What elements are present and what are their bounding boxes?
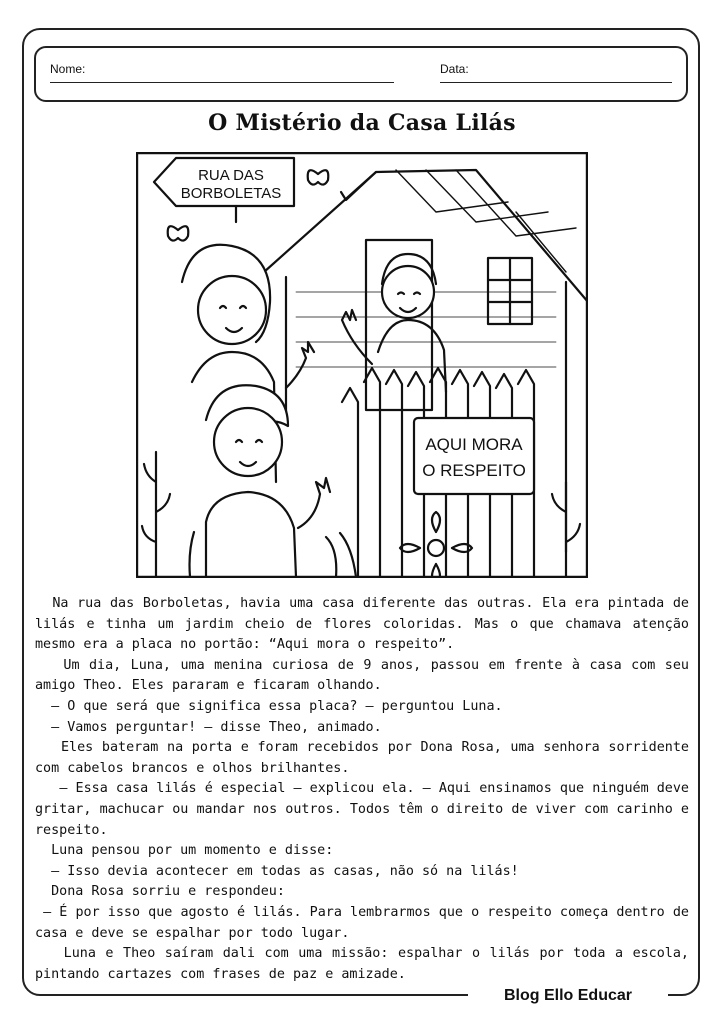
left-plant [142, 452, 170, 577]
house-walls [286, 277, 566, 552]
grass-leaves [326, 533, 356, 577]
boy-backpack [190, 532, 195, 577]
roof-edge [341, 172, 376, 200]
story-paragraph: Um dia, Luna, uma menina curiosa de 9 anos, passou em frente à casa com seu amigo Theo. Eles pararam e ficaram olhando. [35, 657, 689, 694]
street-sign-line-2: BORBOLETAS [180, 185, 282, 202]
story-paragraph: Dona Rosa sorriu e respondeu: [35, 884, 285, 900]
right-plant [552, 482, 580, 577]
butterfly-2 [168, 226, 189, 240]
name-label: Nome: [50, 62, 86, 76]
story-text [35, 594, 689, 985]
grandma-head [382, 266, 434, 318]
story-paragraph: Na rua das Borboletas, havia uma casa diferente das outras. Ela era pintada de lilás e tinha um jardim cheio de flores coloridas. Mas o que chamava atenção mesmo era a placa no portão: “Aqui mora o respeito”. [35, 596, 689, 653]
grandma-waving-hand [342, 310, 372, 364]
name-line[interactable] [50, 82, 394, 83]
story-paragraph: Luna e Theo saíram dali com uma missão: espalhar o lilás por toda a escola, pintando cartazes com frases de paz e amizade. [35, 946, 689, 982]
header-box [34, 46, 688, 102]
page-title: O Mistério da Casa Lilás [208, 110, 516, 136]
story-paragraph: — Isso devia acontecer em todas as casas, não só na lilás! [35, 863, 519, 879]
story-paragraph: — O que será que significa essa placa? — perguntou Luna. [35, 698, 503, 714]
girl-head [198, 276, 266, 344]
story-illustration [136, 152, 588, 578]
boy-waving-hand [298, 478, 330, 528]
street-sign-line-1: RUA DAS [198, 167, 264, 184]
story-paragraph: — Essa casa lilás é especial — explicou ela. — Aqui ensinamos que ninguém deve gritar, machucar ou mandar nos outros. Todos têm o direito de viver com carinho e respeito. [35, 781, 689, 838]
boy-body [206, 492, 296, 577]
gate-sign-board [414, 418, 534, 494]
story-paragraph: — Vamos perguntar! — disse Theo, animado. [35, 719, 382, 735]
story-paragraph: Luna pensou por um momento e disse: [35, 843, 334, 859]
story-paragraph: — É por isso que agosto é lilás. Para lembrarmos que o respeito começa dentro de casa e deve se espalhar por todo lugar. [35, 904, 689, 941]
footer-credit: Blog Ello Educar [468, 985, 668, 1007]
girl-waving-hand [286, 342, 314, 388]
story-paragraph: Eles bateram na porta e foram recebidos por Dona Rosa, uma senhora sorridente com cabelos brancos e olhos brilhantes. [35, 740, 689, 776]
butterfly-1 [308, 170, 329, 184]
date-label: Data: [440, 62, 469, 76]
gate-sign-line-1: AQUI MORA [425, 435, 523, 454]
gate-sign-line-2: O RESPEITO [422, 461, 526, 480]
date-line[interactable] [440, 82, 672, 83]
window-panes [488, 258, 532, 324]
flower-center [428, 540, 444, 556]
flower-petals [400, 512, 472, 578]
